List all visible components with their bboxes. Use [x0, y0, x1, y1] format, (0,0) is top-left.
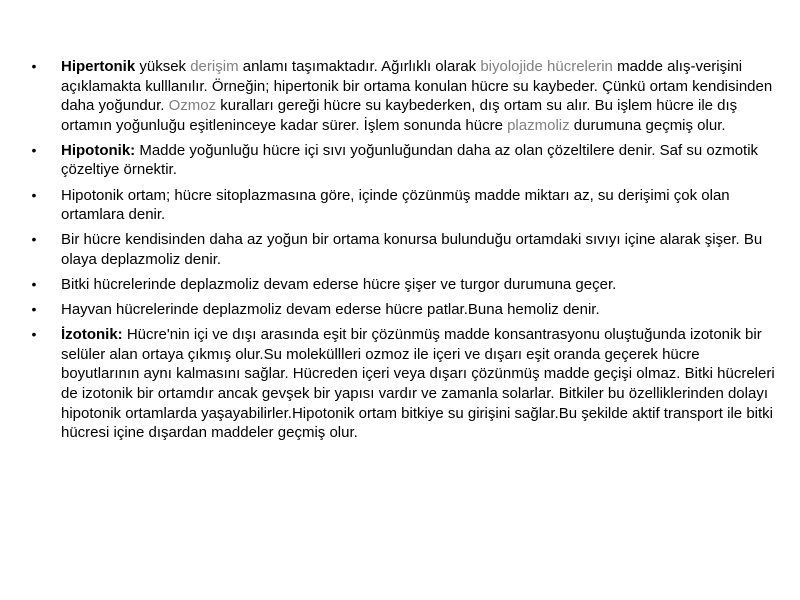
- text-segment: Hayvan hücrelerinde deplazmoliz devam ederse hücre patlar.Buna hemoliz denir.: [61, 301, 600, 319]
- bullet-item: [28, 325, 778, 443]
- bullet-marker: •: [31, 301, 37, 318]
- text-segment: madde alış-verişini açıklamakta kulllanılır. Örneğin; hipertonik bir ortama konulan hücre su kaybeder. Çünkü ortam kendisinden daha yoğundur.: [61, 58, 773, 115]
- bullet-item: [28, 300, 778, 320]
- term-link[interactable]: plazmoliz: [507, 116, 570, 134]
- bullet-text: [61, 187, 730, 224]
- bullet-text: [61, 276, 616, 293]
- text-segment: yüksek: [135, 58, 191, 75]
- text-segment: durumuna geçmiş olur.: [569, 116, 726, 134]
- bullet-marker: •: [31, 141, 37, 158]
- bullet-text: [61, 58, 772, 134]
- bullet-marker: •: [31, 231, 37, 248]
- bullet-item: [28, 57, 778, 135]
- bullet-item: [28, 141, 778, 180]
- term-heading: Hipertonik: [61, 58, 136, 75]
- text-segment: Bir hücre kendisinden daha az yoğun bir ortama konursa bulunduğu ortamdaki sıvıyı içine alarak şişer. Bu olaya deplazmoliz denir.: [61, 231, 763, 268]
- bullet-item: [28, 230, 778, 269]
- text-segment: anlamı taşımaktadır. Ağırlıklı olarak: [238, 58, 481, 75]
- text-segment: Hipotonik ortam; hücre sitoplazmasına göre, içinde çözünmüş madde miktarı az, su derişimi çok olan ortamlara denir.: [61, 186, 730, 224]
- text-segment: Hücre'nin içi ve dışı arasında eşit bir çözünmüş madde konsantrasyonu oluştuğunda izotonik bir selüler alan ortaya çıkmış olur.Su moleküllleri ozmoz ile içeri ve dışarı eşit oranda geçerek hücre boyutlarının aynı kalmasını sağlar. Hücreden içeri veya dışarı çözünmüş madde geçişi olmaz. Bitki hücreleri de izotonik bir ortamdır ancak gevşek bir yapısı vardır ve zamanla solarlar. Bitkiler bu özelliklerinden dolayı hipotonik ortamlarda yaşayabilirler.Hipotonik ortam bitkiye su girişini sağlar.Bu şekilde aktif transport ile bitki hücresi içine dışardan maddeler geçmiş olur.: [61, 326, 775, 442]
- bullet-marker: •: [31, 186, 37, 203]
- bullet-marker: •: [31, 326, 37, 343]
- bullet-marker: •: [31, 58, 37, 74]
- bullet-text: [61, 142, 758, 179]
- term-link[interactable]: derişim: [190, 58, 239, 75]
- bullet-item: [28, 186, 778, 225]
- bullet-item: [28, 275, 778, 295]
- term-link[interactable]: biyolojide hücrelerin: [480, 58, 613, 75]
- term-link[interactable]: Ozmoz: [168, 97, 217, 115]
- text-segment: Bitki hücrelerinde deplazmoliz devam ederse hücre şişer ve turgor durumuna geçer.: [61, 275, 617, 293]
- text-segment: kuralları gereği hücre su kaybederken, dış ortam su alır. Bu işlem hücre ile dış ortamın yoğunluğu eşitleninceye kadar sürer. İşlem sonunda hücre: [61, 97, 738, 134]
- bullet-list: [28, 57, 778, 448]
- text-segment: Madde yoğunluğu hücre içi sıvı yoğunluğundan daha az olan çözeltilere denir. Saf su ozmotik çözeltiye örnektir.: [61, 141, 759, 179]
- bullet-text: [61, 301, 600, 318]
- term-heading: İzotonik:: [61, 326, 123, 344]
- term-heading: Hipotonik:: [61, 141, 136, 159]
- bullet-marker: •: [31, 275, 37, 292]
- bullet-text: [61, 326, 775, 441]
- bullet-text: [61, 231, 762, 268]
